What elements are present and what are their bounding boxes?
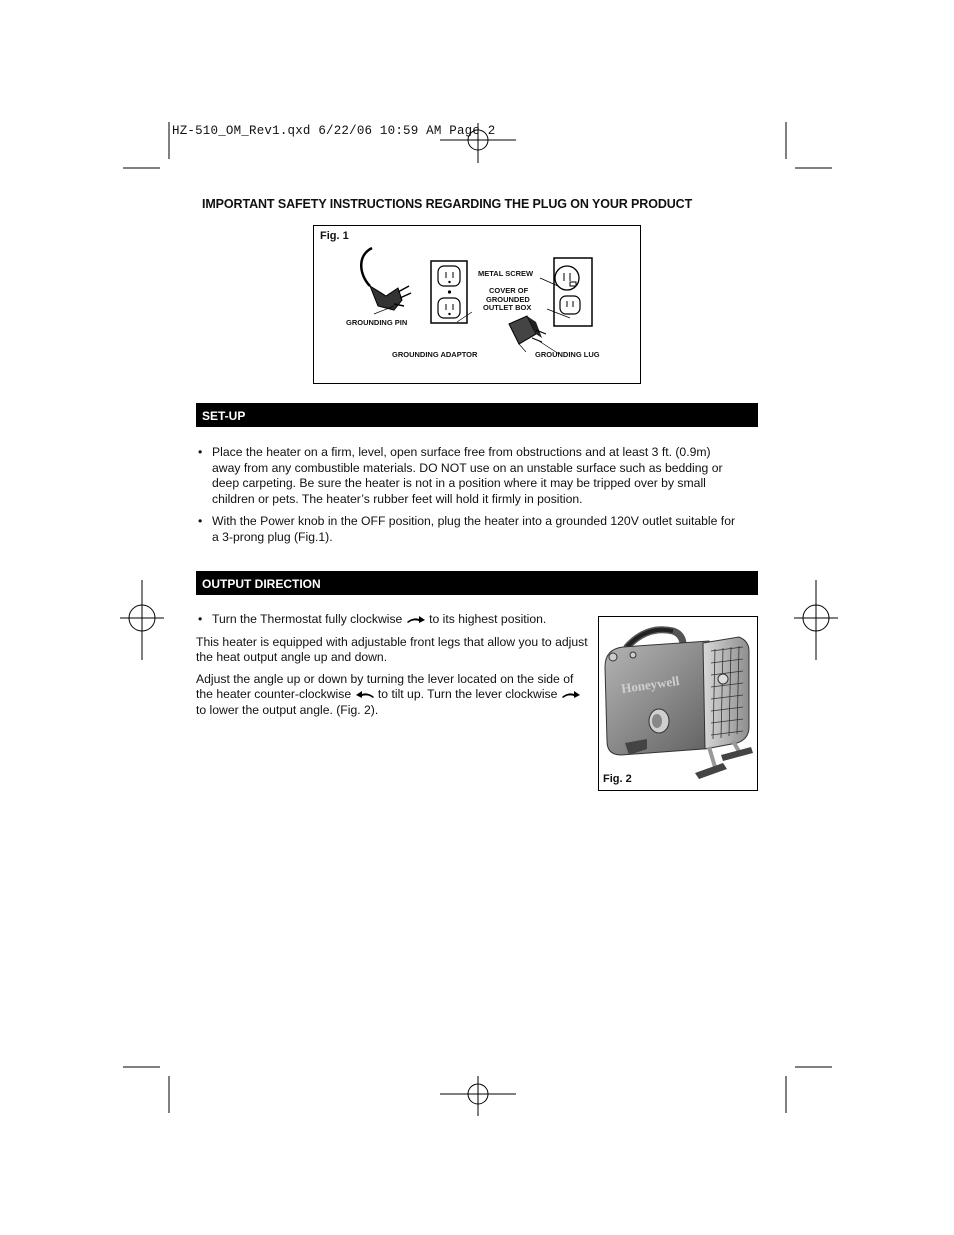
callout-cover-line2: GROUNDED (486, 295, 530, 304)
figure-1-label: Fig. 1 (320, 230, 349, 242)
heater-illustration (599, 617, 757, 790)
list-item: • With the Power knob in the OFF position, plug the heater into a grounded 120V outlet suitable for a 3-prong plug (Fig.1). (196, 514, 741, 545)
registration-mark-icon (440, 1076, 516, 1116)
figure-1 (313, 225, 641, 384)
plug-diagram (314, 226, 640, 383)
figure-2-label: Fig. 2 (603, 773, 632, 785)
slug-line: HZ-510_OM_Rev1.qxd 6/22/06 10:59 AM Page 2 (172, 124, 496, 138)
callout-grounding-adaptor: GROUNDING ADAPTOR (392, 350, 478, 359)
clockwise-arrow-icon (561, 689, 581, 699)
output-paragraph-2: Adjust the angle up or down by turning the lever located on the side of the heater counter-clockwise to tilt up. Turn the lever clockwise to lower the output angle. (Fig. 2). (196, 672, 591, 719)
bullet-text-before: Turn the Thermostat fully clockwise (212, 612, 403, 626)
output-section-bar (196, 571, 758, 595)
clockwise-arrow-icon (406, 614, 426, 624)
callout-cover-line1: COVER OF (489, 286, 529, 295)
setup-section-title: SET-UP (202, 409, 246, 423)
callout-metal-screw: METAL SCREW (478, 269, 534, 278)
setup-bullet-list (196, 445, 741, 552)
registration-mark-icon (120, 580, 164, 660)
list-item (196, 612, 591, 628)
callout-grounding-lug: GROUNDING LUG (535, 350, 600, 359)
setup-section-bar (196, 403, 758, 427)
output-section-title: OUTPUT DIRECTION (202, 577, 321, 591)
registration-mark-icon (794, 580, 838, 660)
output-paragraph-1: This heater is equipped with adjustable front legs that allow you to adjust the heat output angle up and down. (196, 634, 588, 664)
callout-grounding-pin: GROUNDING PIN (346, 318, 408, 327)
list-item: • Place the heater on a firm, level, open surface free from obstructions and at least 3 ft. (0.9m) away from any combustible materials. DO NOT use on an unstable surface such as bedding or deep carpeting. Be sure the heater is not in a position where it may be tripped over by small children or pets. The heater’s rubber feet will hold it firmly in position. (196, 445, 741, 507)
page-heading: IMPORTANT SAFETY INSTRUCTIONS REGARDING THE PLUG ON YOUR PRODUCT (202, 197, 693, 211)
bullet-text-after: to its highest position. (429, 612, 547, 626)
figure-2 (598, 616, 758, 791)
output-text (196, 612, 591, 724)
counter-clockwise-arrow-icon (355, 689, 375, 699)
callout-cover-line3: OUTLET BOX (483, 303, 532, 312)
heater-brand-logo: Honeywell (620, 673, 681, 697)
